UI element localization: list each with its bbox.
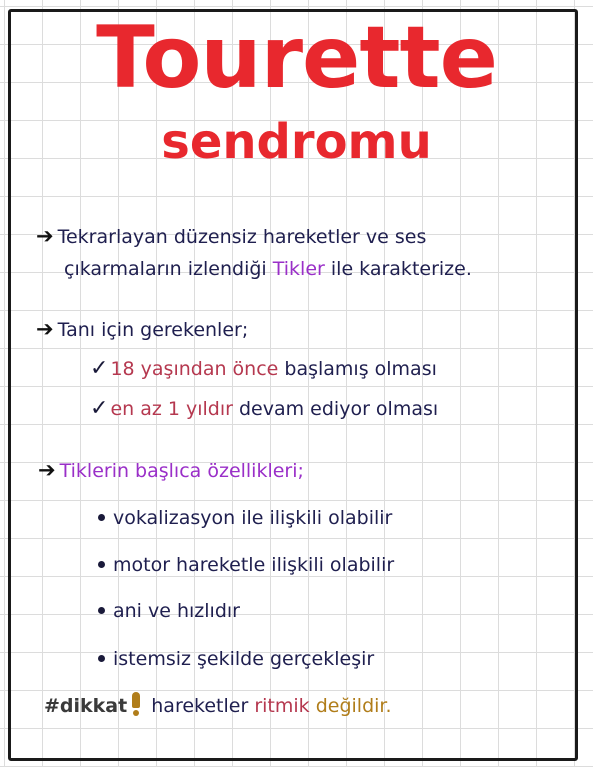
check-icon: ✓ (90, 396, 109, 421)
intro-line-1: ➔ Tekrarlayan düzensiz hareketler ve ses (36, 224, 427, 248)
check-icon: ✓ (90, 356, 109, 381)
caution-tag: #dikkat (44, 695, 128, 717)
page-subtitle: sendromu (161, 114, 432, 170)
caution-note: #dikkat hareketler ritmik değildir. (44, 692, 392, 719)
diagnosis-requirement-2: ✓ en az 1 yıldır devam ediyor olması (90, 396, 439, 421)
feature-item: istemsiz şekilde gerçekleşir (98, 646, 374, 672)
bullet-icon (98, 514, 105, 521)
tik-highlight: Tikler (272, 258, 325, 280)
arrow-icon: ➔ (36, 224, 54, 248)
bullet-icon (98, 655, 105, 662)
page-title: Tourette (96, 8, 497, 108)
diagnosis-heading: ➔ Tanı için gerekenler; (36, 317, 249, 341)
feature-item: vokalizasyon ile ilişkili olabilir (98, 505, 392, 531)
feature-item: motor hareketle ilişkili olabilir (98, 552, 394, 578)
bullet-icon (98, 607, 105, 614)
intro-line-2: çıkarmaların izlendiği Tikler ile karakterize. (64, 258, 472, 280)
arrow-icon: ➔ (38, 458, 56, 482)
arrow-icon: ➔ (36, 317, 54, 341)
diagnosis-requirement-1: ✓ 18 yaşından önce başlamış olması (90, 356, 437, 381)
bullet-icon (98, 561, 105, 568)
feature-item: ani ve hızlıdır (98, 598, 240, 624)
features-heading: ➔ Tiklerin başlıca özellikleri; (38, 458, 304, 482)
exclamation-icon (131, 692, 141, 716)
